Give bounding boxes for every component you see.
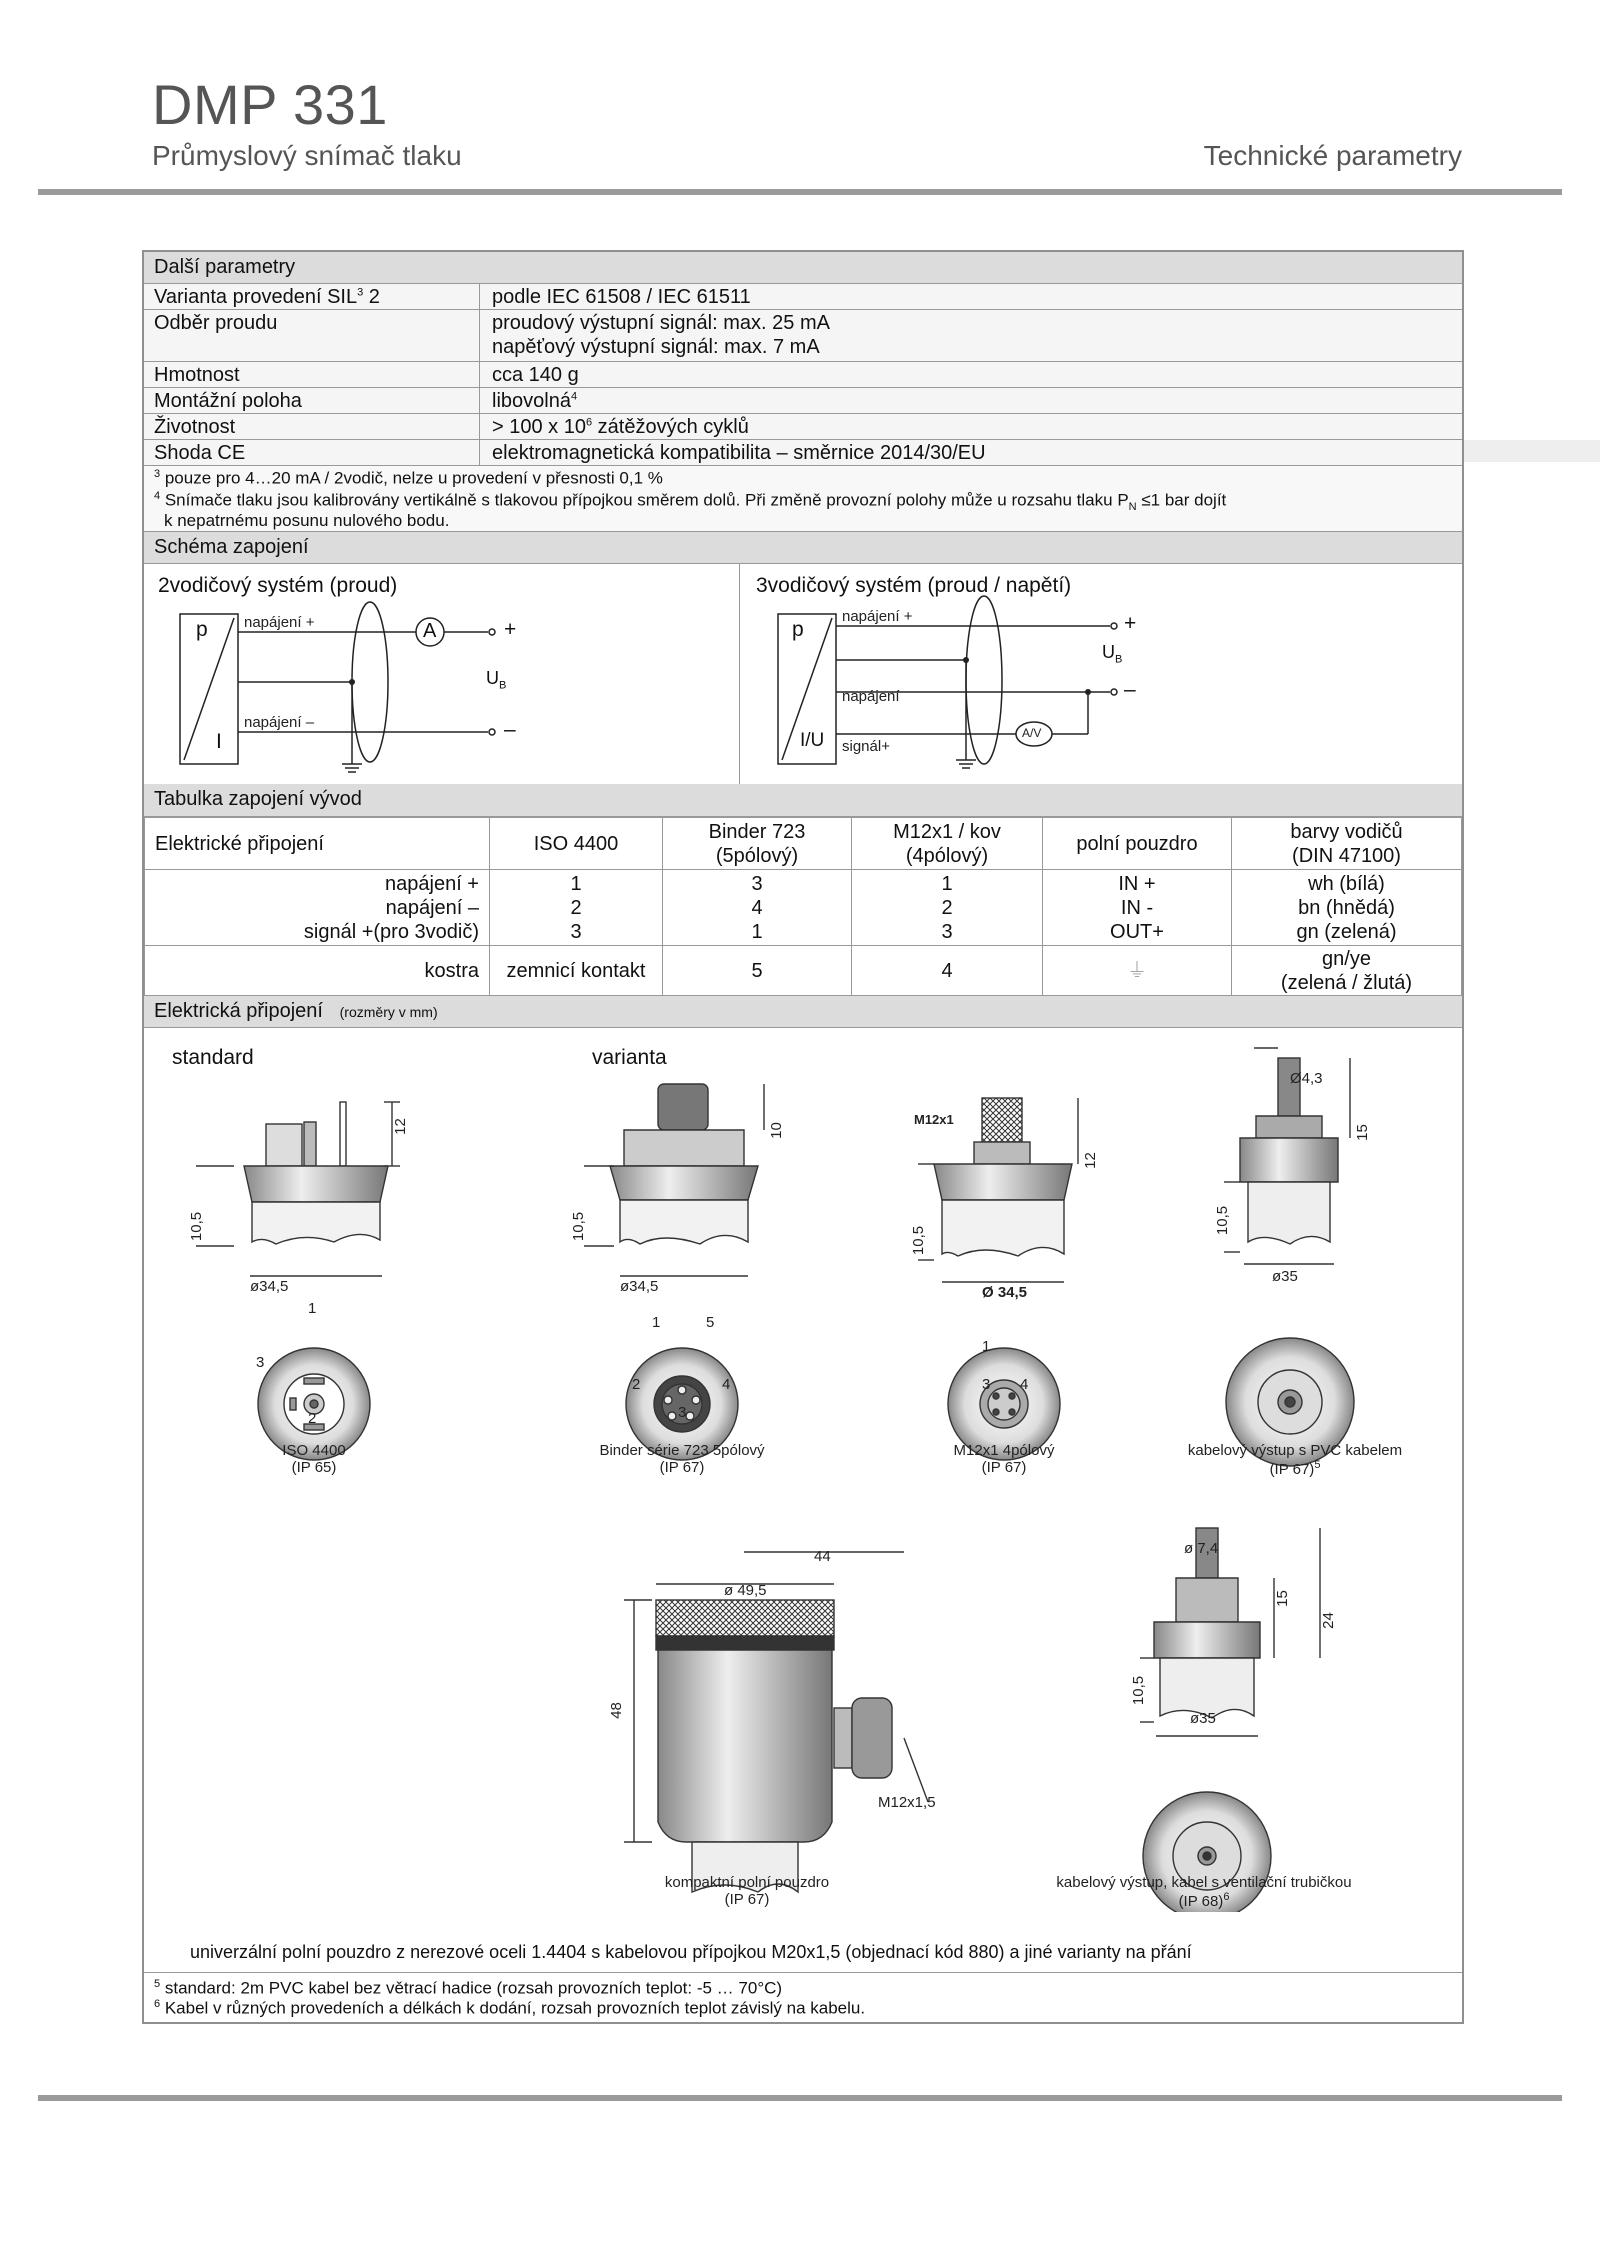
voltage-symbol: U — [1102, 642, 1115, 662]
table-header: Elektrické připojení — [145, 818, 490, 870]
dim-label: ø 7,4 — [1184, 1540, 1219, 1557]
wiring-3wire-title: 3vodičový systém (proud / napětí) — [756, 574, 1072, 597]
param-value: libovolná — [492, 390, 571, 412]
dim-label: 10 — [767, 1122, 785, 1139]
bottom-rule — [38, 2095, 1562, 2101]
param-row-lifetime — [144, 414, 1462, 440]
supply-minus-label: napájení – — [244, 714, 315, 731]
dim-label: 12 — [391, 1118, 409, 1135]
caption-ip: (IP 67) — [724, 1891, 770, 1908]
table-header: ISO 4400 — [490, 818, 663, 870]
table-cell: 3 4 1 — [663, 870, 852, 946]
caption-name: M12x1 4pólový — [953, 1442, 1055, 1459]
caption-ip: (IP 67) — [981, 1459, 1027, 1476]
table-cell: 5 — [663, 946, 852, 996]
dim-label: 15 — [1353, 1124, 1371, 1141]
footnote-6: Kabel v různých provedeních a délkách k dodání, rozsah provozních teplot závislý na kabelu. — [160, 1998, 866, 2018]
param-value: elektromagnetická kompatibilita – směrnice 2014/30/EU — [492, 442, 986, 464]
pin-number: 3 — [678, 1404, 687, 1421]
table-header: barvy vodičů (DIN 47100) — [1232, 818, 1462, 870]
pressure-symbol: p — [196, 618, 208, 641]
caption-ip: (IP 65) — [291, 1459, 337, 1476]
spec-sheet — [142, 250, 1464, 2024]
caption-ip: (IP 67) — [1269, 1461, 1315, 1478]
top-rule — [38, 189, 1562, 195]
table-header-row — [145, 818, 1462, 870]
table-cell: 1 2 3 — [490, 870, 663, 946]
pin-number: 2 — [632, 1376, 641, 1393]
param-value: podle IEC 61508 / IEC 61511 — [492, 286, 751, 308]
table-cell: napájení + napájení – signál +(pro 3vodič) — [145, 870, 490, 946]
footnote-number: 6 — [154, 1998, 161, 2010]
param-value-2: napěťový výstupní signál: max. 7 mA — [492, 336, 820, 358]
pin-number: 5 — [706, 1314, 715, 1331]
param-row-mounting — [144, 388, 1462, 414]
supply-label: napájení — [842, 688, 900, 705]
table-cell: gn/ye (zelená / žlutá) — [1232, 946, 1462, 996]
footnote-4: Snímače tlaku jsou kalibrovány vertikálně s tlakovou přípojkou směrem dolů. Při změně provozní polohy může u rozsahu tlaku P — [160, 490, 1129, 510]
pin-number: 3 — [256, 1354, 265, 1371]
section-note: (rozměry v mm) — [339, 1004, 438, 1020]
table-cell: IN + IN - OUT+ — [1043, 870, 1232, 946]
dim-label: 24 — [1319, 1612, 1337, 1629]
dim-label: M12x1,5 — [878, 1794, 936, 1811]
universal-housing-note: univerzální polní pouzdro z nerezové oceli 1.4404 s kabelovou přípojkou M20x1,5 (objednací kód 880) a jiné varianty na přání — [190, 1942, 1192, 1962]
footnote-ref: 6 — [1223, 1891, 1230, 1903]
table-header: polní pouzdro — [1043, 818, 1232, 870]
dim-label: 44 — [814, 1548, 831, 1565]
table-header: Binder 723 (5pólový) — [663, 818, 852, 870]
params-footnotes — [144, 466, 1462, 532]
pin-number: 1 — [652, 1314, 661, 1331]
param-label: Varianta provedení SIL — [154, 286, 358, 308]
dim-label: 10,5 — [1130, 1675, 1148, 1706]
table-cell: wh (bílá) bn (hnědá) gn (zelená) — [1232, 870, 1462, 946]
voltage-subscript: B — [499, 679, 507, 692]
dim-label: 10,5 — [910, 1225, 928, 1256]
ground-icon: ⏚ — [1043, 946, 1232, 996]
param-row-current — [144, 310, 1462, 362]
dim-label: 15 — [1273, 1590, 1291, 1607]
caption-binder — [542, 1442, 822, 1476]
dim-label: ø34,5 — [620, 1278, 659, 1295]
wiring-diagrams — [144, 564, 1462, 785]
variant-label: varianta — [592, 1046, 667, 1069]
caption-name: ISO 4400 — [282, 1442, 346, 1459]
signal-plus-label: signál+ — [842, 738, 890, 755]
dim-label: M12x1 — [914, 1112, 954, 1127]
dim-label: 10,5 — [570, 1211, 588, 1242]
current-symbol: I — [216, 730, 222, 753]
table-cell: 4 — [852, 946, 1043, 996]
param-label: Hmotnost — [154, 364, 240, 386]
caption-name: kompaktní polní pouzdro — [664, 1874, 830, 1891]
dim-label: Ø4,3 — [1290, 1070, 1323, 1087]
param-row-ce — [144, 440, 1462, 466]
subscript: N — [1128, 501, 1137, 514]
dim-label: ø35 — [1190, 1710, 1216, 1727]
standard-label: standard — [172, 1046, 254, 1069]
table-cell: kostra — [145, 946, 490, 996]
param-value: proudový výstupní signál: max. 25 mA — [492, 312, 830, 334]
pin-number: 1 — [308, 1300, 317, 1317]
param-label-tail: 2 — [363, 286, 380, 308]
exponent: 6 — [585, 416, 593, 429]
voltage-subscript: B — [1115, 653, 1123, 666]
plus-terminal: + — [1124, 612, 1137, 635]
dim-label: ø 49,5 — [724, 1582, 767, 1599]
caption-pvc-cable — [1160, 1442, 1430, 1478]
table-cell: zemnicí kontakt — [490, 946, 663, 996]
caption-ip: (IP 67) — [659, 1459, 705, 1476]
table-row — [145, 946, 1462, 996]
pin-number: 4 — [1020, 1376, 1029, 1393]
dim-label: 10,5 — [1214, 1205, 1232, 1236]
pin-number: 4 — [722, 1376, 731, 1393]
footnote-3: pouze pro 4…20 mA / 2vodič, nelze u provedení v přesnosti 0,1 % — [160, 468, 663, 488]
minus-terminal: – — [1124, 678, 1136, 701]
dim-label: 48 — [607, 1702, 625, 1719]
pin-number: 2 — [308, 1410, 317, 1427]
param-value-tail: zátěžových cyklů — [592, 416, 749, 438]
footnote-number: 3 — [154, 468, 161, 480]
document-title: DMP 331 — [152, 73, 388, 136]
pressure-symbol: p — [792, 618, 804, 641]
dim-label: ø35 — [1272, 1268, 1298, 1285]
caption-vented-cable — [1014, 1874, 1394, 1910]
table-header: M12x1 / kov (4pólový) — [852, 818, 1043, 870]
footnote-5: standard: 2m PVC kabel bez větrací hadice (rozsah provozních teplot: -5 … 70°C) — [160, 1978, 783, 1998]
current-voltage-symbol: I/U — [800, 730, 825, 751]
document-subtitle: Průmyslový snímač tlaku — [152, 140, 462, 171]
param-value: cca 140 g — [492, 364, 579, 386]
footnote-number: 4 — [154, 490, 161, 502]
param-label: Montážní poloha — [154, 390, 302, 412]
dim-label: 10,5 — [188, 1211, 206, 1242]
param-label: Odběr proudu — [154, 312, 278, 334]
supply-plus-label: napájení + — [244, 614, 315, 631]
caption-name: Binder série 723 5pólový — [599, 1442, 765, 1459]
table-cell: 1 2 3 — [852, 870, 1043, 946]
footnote-number: 5 — [154, 1978, 161, 1990]
caption-iso4400 — [204, 1442, 424, 1476]
section-wiring: Schéma zapojení — [144, 532, 1462, 564]
table-row — [145, 870, 1462, 946]
param-label: Životnost — [154, 416, 236, 438]
minus-terminal: – — [504, 718, 516, 741]
side-tab — [1462, 440, 1600, 462]
section-params: Další parametry — [144, 252, 1462, 284]
caption-name: kabelový výstup, kabel s ventilační trubičkou — [1056, 1874, 1352, 1891]
footnote-4-cont: k nepatrnému posunu nulového bodu. — [164, 511, 450, 530]
pin-number: 3 — [982, 1376, 991, 1393]
footnote-4-tail: ≤1 bar dojít — [1136, 490, 1227, 510]
dim-label: Ø 34,5 — [982, 1284, 1028, 1301]
dim-label: ø34,5 — [250, 1278, 289, 1295]
section-title: Elektrická připojení — [154, 1000, 323, 1022]
wiring-2wire-title: 2vodičový systém (proud) — [158, 574, 398, 597]
pin-number: 1 — [982, 1338, 991, 1355]
param-row-weight — [144, 362, 1462, 388]
av-meter-symbol: A/V — [1022, 726, 1042, 740]
ammeter-symbol: A — [423, 620, 437, 642]
caption-ip: (IP 68) — [1178, 1893, 1224, 1910]
footnote-ref: 5 — [1314, 1459, 1321, 1471]
param-value: > 100 x 10 — [492, 416, 586, 438]
param-label: Shoda CE — [154, 442, 246, 464]
supply-plus-label: napájení + — [842, 608, 913, 625]
pin-assignment-table — [144, 817, 1462, 996]
param-row-sil — [144, 284, 1462, 310]
section-heading: Technické parametry — [1203, 140, 1462, 171]
caption-m12 — [904, 1442, 1104, 1476]
footnote-ref: 3 — [357, 286, 364, 299]
dim-label: 12 — [1081, 1152, 1099, 1169]
voltage-symbol: U — [486, 668, 499, 688]
section-pin-table: Tabulka zapojení vývod — [144, 784, 1462, 817]
plus-terminal: + — [504, 618, 517, 641]
footnote-ref: 4 — [570, 390, 578, 403]
section-connections — [144, 996, 1462, 1028]
caption-field-housing — [632, 1874, 862, 1908]
caption-name: kabelový výstup s PVC kabelem — [1187, 1442, 1403, 1459]
